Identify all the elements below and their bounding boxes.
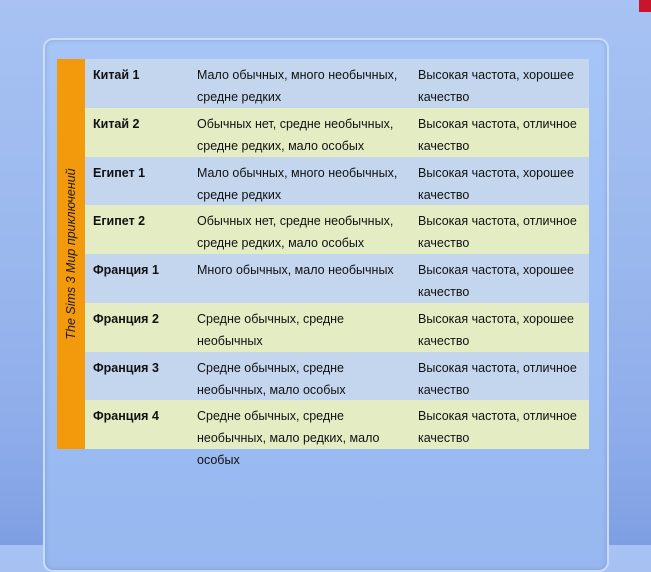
table-row: [85, 400, 589, 468]
sidebar-label: The Sims 3 Мир приключений: [64, 168, 78, 340]
row-name: Франция 3: [93, 360, 159, 375]
row-description: Средне обычных, средне необычных, мало редких, мало особых: [197, 409, 380, 468]
row-quality: Высокая частота, хорошее качество: [418, 311, 574, 348]
row-name: Китай 1: [93, 68, 140, 82]
corner-marker: [639, 0, 651, 12]
row-description: Средне обычных, средне необычных, мало особых: [197, 360, 346, 397]
row-quality: Высокая частота, хорошее качество: [418, 68, 574, 104]
row-name: Франция 2: [93, 311, 159, 326]
table-row: [85, 254, 589, 303]
table-row: [85, 108, 589, 157]
row-quality: Высокая частота, отличное качество: [418, 214, 577, 251]
table-row: [85, 352, 589, 401]
row-name: Китай 2: [93, 116, 140, 131]
row-description: Обычных нет, средне необычных, средне редких, мало особых: [197, 214, 394, 251]
table-rows: [85, 59, 589, 468]
row-quality: Высокая частота, отличное качество: [418, 360, 577, 397]
row-description: Много обычных, мало необычных: [197, 263, 394, 277]
table-row: [85, 157, 589, 206]
row-quality: Высокая частота, отличное качество: [418, 409, 577, 446]
data-table: [57, 59, 589, 468]
row-description: Средне обычных, средне необычных: [197, 311, 344, 348]
row-name: Франция 4: [93, 409, 159, 424]
table-row: [85, 59, 589, 108]
row-description: Мало обычных, много необычных, средне редких: [197, 165, 398, 202]
row-name: Египет 1: [93, 165, 146, 180]
row-name: Франция 1: [93, 263, 159, 277]
row-description: Обычных нет, средне необычных, средне редких, мало особых: [197, 116, 394, 153]
row-quality: Высокая частота, хорошее качество: [418, 263, 574, 299]
table-row: [85, 303, 589, 352]
row-quality: Высокая частота, отличное качество: [418, 116, 577, 153]
table-row: [85, 205, 589, 254]
row-quality: Высокая частота, хорошее качество: [418, 165, 574, 202]
row-description: Мало обычных, много необычных, средне редких: [197, 68, 398, 104]
row-name: Египет 2: [93, 214, 146, 229]
table-sidebar: [57, 59, 85, 449]
